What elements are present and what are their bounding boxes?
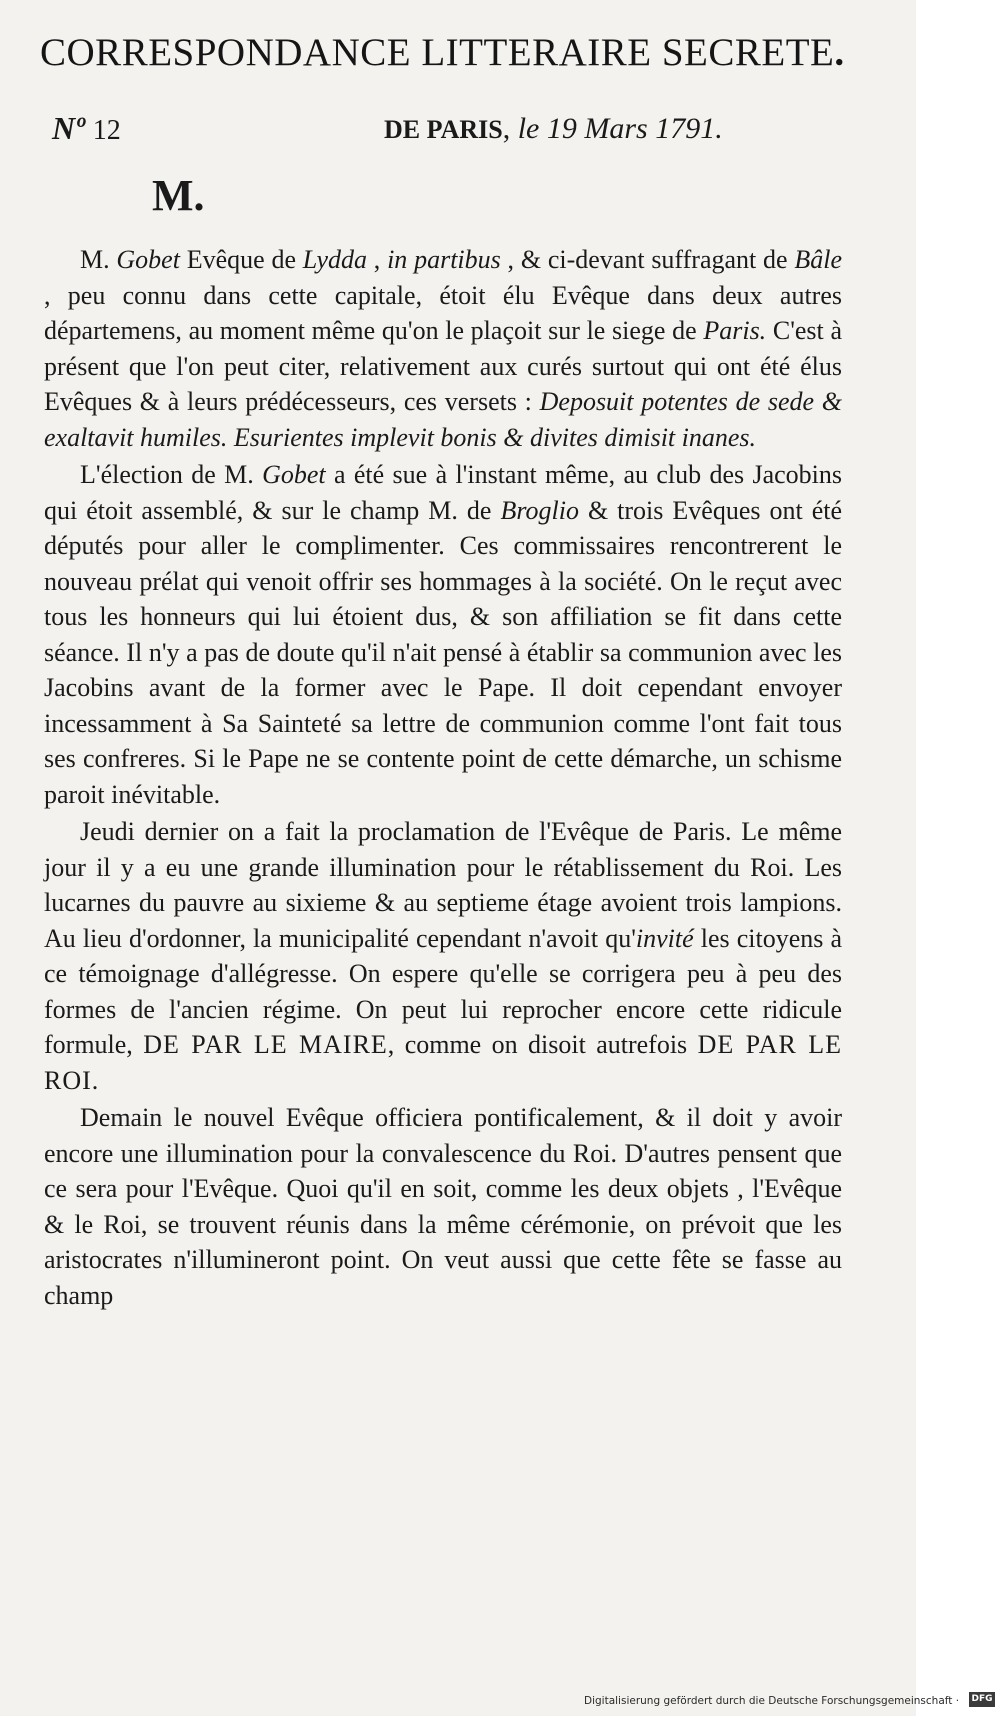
paragraph-text: Demain le nouvel Evêque officiera pontificalement, & il doit y avoir encore une illumination pour la convalescence du Roi. D'autres pensent que ce sera pour l'Evêque. Quoi qu'il en soit, comme les deux objets , l'Evêque & le Roi, se trouvent réunis dans la même cérémonie, on prévoit que les aristocrates n'illumineront point. On veut aussi que cette fête se fasse au champ — [44, 1103, 842, 1310]
paragraph-text: in partibus — [387, 245, 501, 274]
paragraph-text: Evêque de — [179, 245, 303, 274]
paragraph — [44, 814, 842, 1098]
paragraph-text: C'est à présent que l'on peut citer, relativement aux curés surtout qui ont été élus Evêques & à leurs prédécesseurs, ces versets : — [44, 316, 842, 416]
publication-title — [40, 30, 860, 75]
paragraph-text: & trois Evêques ont été députés pour aller le complimenter. Ces commissaires rencontrerent le nouveau prélat qui venoit offrir ses hommages à la société. On le reçut avec tous les honneurs qui lui étoient dus, & son affiliation se fit dans cette séance. Il n'y a pas de doute qu'il n'ait pensé à établir sa communion avec les Jacobins avant de la former avec le Pape. Il doit cependant envoyer incessamment à Sa Sainteté sa lettre de communion comme l'ont fait tous ses confreres. Si le Pape ne se contente point de cette démarche, un schisme paroit inévitable. — [44, 495, 843, 809]
paragraph-text: , comme on disoit autrefois — [387, 1030, 698, 1059]
digitization-credit: Digitalisierung gefördert durch die Deutsche Forschungsgemeinschaft · — [584, 1695, 960, 1707]
page-margin — [916, 0, 1000, 1716]
article-body — [44, 242, 842, 1315]
paragraph-text: Deposuit potentes de sede & exaltavit humiles. Esurientes implevit bonis & divites dimisit inanes. — [44, 387, 842, 452]
paragraph-text: Lydda — [302, 245, 368, 274]
paragraph-text: a été sue à l'instant même, au club des Jacobins qui étoit assemblé, & sur le champ M. de — [44, 460, 843, 525]
dfg-logo: DFG — [969, 1692, 995, 1707]
paragraph-text: Gobet — [116, 245, 180, 274]
paragraph-text: Jeudi dernier on a fait la proclamation de l'Evêque de Paris. Le même jour il y a eu une grande illumination pour le rétablissement du Roi. Les lucarnes du pauvre au sixieme & au septieme étage avoient trois lampions. Au lieu d'ordonner, la municipalité cependant n'avoit qu' — [44, 817, 842, 953]
paragraph-text: Bâle — [794, 245, 842, 274]
paragraph-text: invité — [635, 923, 694, 953]
paragraph-text: , — [367, 245, 388, 274]
paragraph-text: , peu connu dans cette capitale, étoit élu Evêque dans deux autres départemens, au moment même qu'on le plaçoit sur le siege de — [44, 280, 842, 345]
salutation: M. — [152, 171, 205, 220]
dateline-separator: , — [502, 112, 518, 145]
paragraph-text: DE PAR LE MAIRE — [143, 1030, 388, 1059]
paragraph — [44, 242, 842, 455]
issue-number-value: 12 — [92, 115, 121, 146]
paragraph-text: L'élection de M. — [80, 460, 263, 489]
dateline — [384, 112, 723, 146]
paragraph-text: DE PAR LE ROI. — [44, 1030, 842, 1095]
dateline-date: le 19 Mars 1791. — [517, 112, 723, 145]
paragraph-text: Broglio — [500, 495, 579, 525]
paragraph-text: Paris. — [703, 316, 767, 345]
paragraph-text: les citoyens à ce témoignage d'allégresse. On espere qu'elle se corrigera peu à peu des formes de l'ancien régime. On peut lui reprocher encore cette ridicule formule, — [44, 923, 842, 1059]
paragraph — [44, 457, 842, 812]
paragraph-text: M. — [80, 245, 117, 274]
dateline-place: DE PARIS — [384, 115, 503, 144]
paragraph-text: , & ci-devant suffragant de — [500, 245, 795, 274]
paragraph-text: Gobet — [262, 460, 326, 489]
issue-label: Nº — [52, 110, 85, 146]
publication-title-period: . — [834, 31, 845, 74]
paragraph — [44, 1100, 842, 1313]
issue-number — [52, 110, 121, 147]
publication-title-text: CORRESPONDANCE LITTERAIRE SECRETE — [40, 31, 835, 74]
